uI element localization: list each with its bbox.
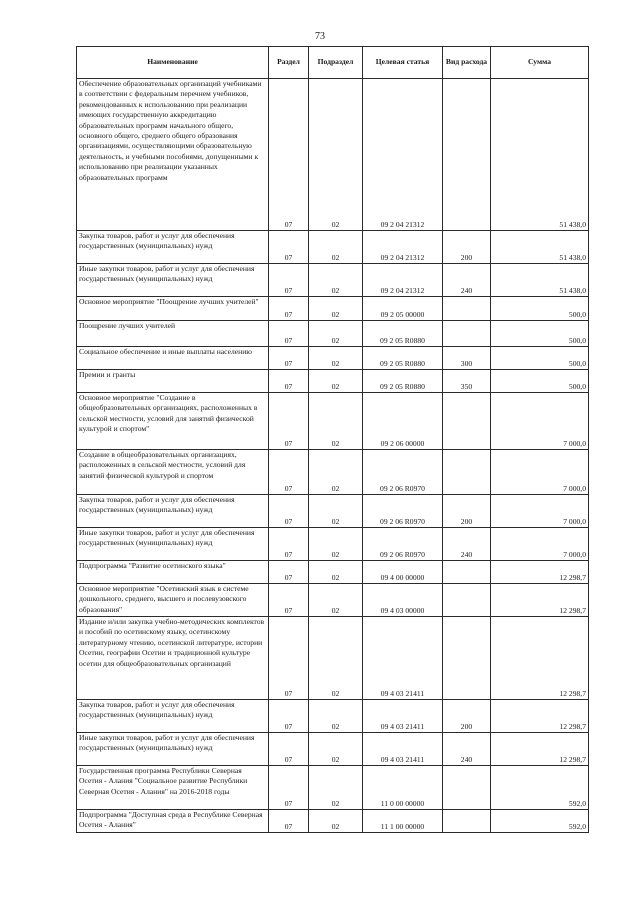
target-cell: 09 2 05 R0880 — [363, 347, 443, 370]
target-cell: 09 2 06 R0970 — [363, 450, 443, 495]
row-label: Иные закупки товаров, работ и услуг для обеспечения государственных (муниципальных) нужд — [79, 528, 255, 548]
section-cell: 07 — [269, 231, 309, 264]
name-cell — [77, 393, 269, 450]
target-cell: 09 4 03 21411 — [363, 700, 443, 733]
row-label: Иные закупки товаров, работ и услуг для обеспечения государственных (муниципальных) нужд — [79, 733, 255, 753]
type-cell: 300 — [443, 347, 491, 370]
section-cell: 07 — [269, 810, 309, 833]
name-cell — [77, 733, 269, 766]
sum-cell: 500,0 — [491, 370, 589, 393]
sum-cell: 51 438,0 — [491, 79, 589, 231]
sum-cell: 592,0 — [491, 766, 589, 810]
section-cell: 07 — [269, 264, 309, 297]
type-cell — [443, 450, 491, 495]
table-row — [77, 264, 589, 297]
page-number: 73 — [315, 31, 325, 42]
target-cell: 11 0 00 00000 — [363, 766, 443, 810]
subsection-cell: 02 — [309, 347, 363, 370]
row-label: Закупка товаров, работ и услуг для обеспечения государственных (муниципальных) нужд — [79, 231, 235, 251]
row-label: Обеспечение образовательных организаций учебниками в соответствии с федеральным перечнем учебников, рекомендованных к использованию при реализации имеющих государственную аккредитацию образовательных программ начального общего, основного общего, среднего общего образования организациями, осуществляющими образовательную деятельность, и учебными пособиями, допущенными к использованию при реализации указанных образовательных программ — [79, 79, 262, 182]
row-label: Поощрение лучших учителей — [79, 321, 176, 330]
table-row — [77, 370, 589, 393]
name-cell — [77, 231, 269, 264]
sum-cell: 51 438,0 — [491, 231, 589, 264]
section-cell: 07 — [269, 495, 309, 528]
target-cell: 09 2 06 00000 — [363, 393, 443, 450]
sum-cell: 12 298,7 — [491, 617, 589, 700]
row-label: Государственная программа Республики Северная Осетия - Алания "Социальное развитие Республики Северная Осетия - Алания" на 2016-2018 годы — [79, 766, 248, 796]
row-label: Социальное обеспечение и иные выплаты населению — [79, 347, 252, 356]
type-cell: 200 — [443, 231, 491, 264]
type-cell — [443, 297, 491, 321]
header-target: Целевая статья — [363, 47, 443, 79]
target-cell: 11 1 00 00000 — [363, 810, 443, 833]
table-row — [77, 297, 589, 321]
header-type: Вид расхода — [443, 47, 491, 79]
name-cell — [77, 297, 269, 321]
name-cell — [77, 561, 269, 584]
row-label: Иные закупки товаров, работ и услуг для обеспечения государственных (муниципальных) нужд — [79, 264, 255, 284]
table-row — [77, 766, 589, 810]
table-row — [77, 321, 589, 347]
section-cell: 07 — [269, 561, 309, 584]
sum-cell: 12 298,7 — [491, 733, 589, 766]
target-cell: 09 2 04 21312 — [363, 79, 443, 231]
target-cell: 09 2 04 21312 — [363, 231, 443, 264]
subsection-cell: 02 — [309, 231, 363, 264]
table-row — [77, 495, 589, 528]
type-cell — [443, 617, 491, 700]
row-label: Подпрограмма "Развитие осетинского языка" — [79, 561, 226, 570]
table-row — [77, 810, 589, 833]
subsection-cell: 02 — [309, 733, 363, 766]
target-cell: 09 4 03 21411 — [363, 733, 443, 766]
type-cell: 240 — [443, 264, 491, 297]
table-row — [77, 231, 589, 264]
name-cell — [77, 79, 269, 231]
type-cell — [443, 561, 491, 584]
section-cell: 07 — [269, 766, 309, 810]
sum-cell: 500,0 — [491, 347, 589, 370]
row-label: Подпрограмма "Доступная среда в Республике Северная Осетия - Алания" — [79, 810, 263, 830]
target-cell: 09 2 06 R0970 — [363, 528, 443, 561]
subsection-cell: 02 — [309, 393, 363, 450]
name-cell — [77, 766, 269, 810]
sum-cell: 500,0 — [491, 321, 589, 347]
table-row — [77, 700, 589, 733]
name-cell — [77, 495, 269, 528]
row-label: Закупка товаров, работ и услуг для обеспечения государственных (муниципальных) нужд — [79, 700, 235, 720]
section-cell: 07 — [269, 347, 309, 370]
section-cell: 07 — [269, 450, 309, 495]
name-cell — [77, 584, 269, 617]
table-row — [77, 79, 589, 231]
row-label: Премии и гранты — [79, 370, 136, 379]
sum-cell: 12 298,7 — [491, 700, 589, 733]
table-row — [77, 393, 589, 450]
row-label: Основное мероприятие "Поощрение лучших учителей" — [79, 297, 259, 306]
header-name: Наименование — [77, 47, 269, 79]
type-cell: 240 — [443, 733, 491, 766]
section-cell: 07 — [269, 297, 309, 321]
header-sum: Сумма — [491, 47, 589, 79]
name-cell — [77, 528, 269, 561]
type-cell — [443, 393, 491, 450]
subsection-cell: 02 — [309, 766, 363, 810]
table-row — [77, 617, 589, 700]
sum-cell: 12 298,7 — [491, 584, 589, 617]
subsection-cell: 02 — [309, 264, 363, 297]
subsection-cell: 02 — [309, 450, 363, 495]
target-cell: 09 2 05 00000 — [363, 297, 443, 321]
header-subsection: Подраздел — [309, 47, 363, 79]
type-cell — [443, 810, 491, 833]
type-cell: 240 — [443, 528, 491, 561]
name-cell — [77, 810, 269, 833]
type-cell — [443, 584, 491, 617]
subsection-cell: 02 — [309, 79, 363, 231]
target-cell: 09 4 03 00000 — [363, 584, 443, 617]
sum-cell: 7 000,0 — [491, 528, 589, 561]
section-cell: 07 — [269, 584, 309, 617]
section-cell: 07 — [269, 700, 309, 733]
subsection-cell: 02 — [309, 321, 363, 347]
subsection-cell: 02 — [309, 617, 363, 700]
section-cell: 07 — [269, 321, 309, 347]
section-cell: 07 — [269, 528, 309, 561]
row-label: Основное мероприятие "Создание в общеобразовательных организациях, расположенных в сельской местности, условий для занятий физической культурой и спортом" — [79, 393, 258, 434]
sum-cell: 51 438,0 — [491, 264, 589, 297]
subsection-cell: 02 — [309, 700, 363, 733]
target-cell: 09 2 05 R0880 — [363, 321, 443, 347]
subsection-cell: 02 — [309, 297, 363, 321]
type-cell — [443, 321, 491, 347]
type-cell — [443, 766, 491, 810]
section-cell: 07 — [269, 79, 309, 231]
table-row — [77, 561, 589, 584]
target-cell: 09 2 06 R0970 — [363, 495, 443, 528]
target-cell: 09 4 03 21411 — [363, 617, 443, 700]
name-cell — [77, 700, 269, 733]
type-cell: 200 — [443, 495, 491, 528]
sum-cell: 7 000,0 — [491, 495, 589, 528]
name-cell — [77, 450, 269, 495]
row-label: Издание и/или закупка учебно-методических комплектов и пособий по осетинскому языку, осетинскому литературному чтению, осетинской литературе, истории Осетии, географии Осетии и традиционной культуре осетин для общеобразовательных организаций — [79, 617, 265, 668]
target-cell: 09 4 00 00000 — [363, 561, 443, 584]
table-row — [77, 347, 589, 370]
row-label: Создание в общеобразовательных организациях, расположенных в сельской местности, условий для занятий физической культурой и спортом — [79, 450, 246, 480]
subsection-cell: 02 — [309, 810, 363, 833]
sum-cell: 12 298,7 — [491, 561, 589, 584]
sum-cell: 7 000,0 — [491, 393, 589, 450]
sum-cell: 500,0 — [491, 297, 589, 321]
header-section: Раздел — [269, 47, 309, 79]
table-row — [77, 584, 589, 617]
table-row — [77, 450, 589, 495]
type-cell: 200 — [443, 700, 491, 733]
table-header-row — [77, 47, 589, 79]
name-cell — [77, 370, 269, 393]
subsection-cell: 02 — [309, 584, 363, 617]
subsection-cell: 02 — [309, 495, 363, 528]
name-cell — [77, 264, 269, 297]
row-label: Закупка товаров, работ и услуг для обеспечения государственных (муниципальных) нужд — [79, 495, 235, 515]
budget-table — [76, 46, 589, 833]
subsection-cell: 02 — [309, 561, 363, 584]
subsection-cell: 02 — [309, 528, 363, 561]
sum-cell: 592,0 — [491, 810, 589, 833]
section-cell: 07 — [269, 733, 309, 766]
name-cell — [77, 321, 269, 347]
target-cell: 09 2 04 21312 — [363, 264, 443, 297]
name-cell — [77, 347, 269, 370]
section-cell: 07 — [269, 370, 309, 393]
section-cell: 07 — [269, 617, 309, 700]
table-row — [77, 528, 589, 561]
table-row — [77, 733, 589, 766]
section-cell: 07 — [269, 393, 309, 450]
type-cell: 350 — [443, 370, 491, 393]
sum-cell: 7 000,0 — [491, 450, 589, 495]
subsection-cell: 02 — [309, 370, 363, 393]
target-cell: 09 2 05 R0880 — [363, 370, 443, 393]
type-cell — [443, 79, 491, 231]
name-cell — [77, 617, 269, 700]
row-label: Основное мероприятие "Осетинский язык в системе дошкольного, среднего, высшего и послевузовского образования" — [79, 584, 249, 614]
